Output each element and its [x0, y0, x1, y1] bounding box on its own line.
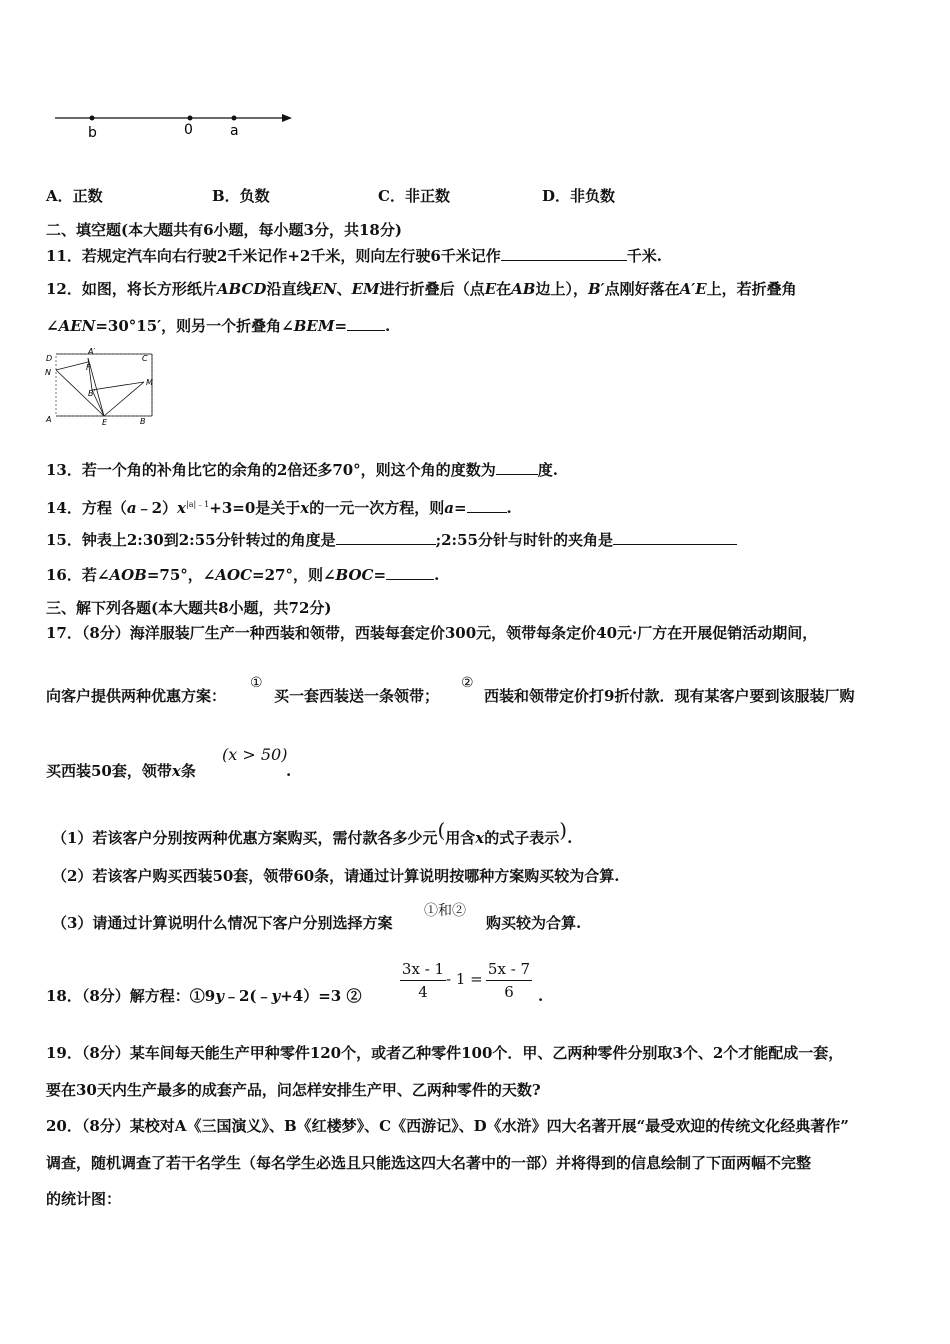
fig-label-m: M [146, 378, 153, 387]
q17-line3 [46, 761, 196, 781]
q12-var: ABCD [216, 280, 267, 298]
label-0: 0 [184, 122, 193, 138]
q18-frac1-bar [400, 980, 446, 981]
q13-text: 13．若一个角的补角比它的余角的2倍还多70°，则这个角的度数为 [46, 461, 496, 479]
q19-line2: 要在30天内生产最多的成套产品，问怎样安排生产甲、乙两种零件的天数? [46, 1081, 541, 1099]
q10-option-a: A．正数 [46, 187, 103, 205]
q12-text: 12．如图，将长方形纸片 [46, 280, 217, 298]
section-3-title: 三、解下列各题(本大题共8小题，共72分) [46, 599, 332, 617]
q15-text: 15．钟表上2:30到2:55分针转过的角度是 [46, 531, 336, 549]
q11 [46, 246, 662, 266]
q17-text: . [567, 829, 573, 847]
q14-text: . [506, 499, 512, 517]
q15 [46, 530, 737, 550]
q11-tail: 千米. [626, 247, 662, 265]
q13-blank[interactable] [496, 460, 538, 475]
fig-label-a: A [46, 415, 52, 424]
q12-text: . [385, 317, 391, 335]
q12-blank[interactable] [347, 316, 385, 331]
q18-mid: - 1 = [446, 970, 483, 988]
fig-label-e: E [102, 418, 108, 427]
q12-var: EM [351, 280, 380, 298]
q16-var: BOC [335, 566, 374, 584]
q14 [46, 495, 512, 518]
fig-label-c: C [142, 354, 148, 363]
point-0 [188, 116, 193, 121]
fig-border [56, 354, 152, 416]
q12-angle: ∠AEN [46, 317, 96, 335]
q12-text: 沿直线 [266, 280, 312, 298]
q14-var: a [444, 499, 454, 517]
q17-text: 用含 [445, 829, 476, 847]
point-b [90, 116, 95, 121]
q14-text: ﹣2） [136, 499, 178, 517]
q17-circle-1: ① [250, 675, 263, 691]
q17-text: 买西装50套，领带 [46, 762, 172, 780]
q12-var: AB [511, 280, 536, 298]
q12-line2 [46, 316, 390, 336]
q14-text: = [453, 499, 467, 517]
q10-option-c: C．非正数 [378, 187, 450, 205]
q18-end: . [538, 987, 544, 1005]
q14-exponent: |a|﹣1 [186, 500, 210, 509]
q17-part2: （2）若该客户购买西装50套，领带60条，请通过计算说明按哪种方案购买较为合算. [52, 867, 620, 885]
q12-text: 进行折叠后（点 [379, 280, 485, 298]
q18-frac2-bar [486, 980, 532, 981]
q15-blank-1[interactable] [336, 530, 436, 545]
fig-label-b: B [140, 417, 146, 426]
fig-label-f: F [86, 363, 91, 372]
q12-text: 上，若折叠角 [706, 280, 797, 298]
q18-frac2-den: 6 [504, 983, 514, 1001]
q12-text: 点刚好落在 [604, 280, 680, 298]
q16-text: 16．若∠ [46, 566, 110, 584]
q20-line2: 调查，随机调查了若干名学生（每名学生必选且只能选这四大名著中的一部）并将得到的信息绘制了下面两幅不完整 [46, 1154, 812, 1172]
q18-text: +4）=3 ② [280, 987, 362, 1005]
q18-frac2-num: 5x - 7 [487, 960, 531, 978]
q19-line1: 19．（8分）某车间每天能生产甲种零件120个，或者乙种零件100个．甲、乙两种零件分别取3个、2个才能配成一套， [46, 1044, 844, 1062]
point-a [232, 116, 237, 121]
q18 [46, 986, 361, 1006]
q14-text: 14．方程（ [46, 499, 127, 517]
q17-line2b: 买一套西装送一条领带； [274, 687, 440, 705]
q18-text: 18．（8分）解方程：①9 [46, 987, 216, 1005]
q16 [46, 565, 439, 585]
q20-line3: 的统计图： [46, 1190, 122, 1208]
q16-text: . [434, 566, 440, 584]
q14-blank[interactable] [467, 498, 507, 513]
q13-tail: 度. [537, 461, 558, 479]
q12-text: 边上）， [535, 280, 588, 298]
label-b: b [88, 125, 97, 141]
q12-text: 、 [336, 280, 352, 298]
q11-text: 11．若规定汽车向右行驶2千米记作+2千米，则向左行驶6千米记作 [46, 247, 501, 265]
q12-var: A′E [679, 280, 707, 298]
q18-frac1-num: 3x - 1 [401, 960, 445, 978]
q16-blank[interactable] [386, 565, 434, 580]
section-2-title: 二、填空题(本大题共有6小题，每小题3分，共18分) [46, 221, 402, 239]
q17-part3b: 购买较为合算. [486, 914, 582, 932]
q12-line1 [46, 279, 797, 299]
q18-frac1-den: 4 [418, 983, 428, 1001]
number-line-arrow [282, 114, 292, 122]
q17-var: x [475, 829, 485, 847]
fig-label-d: D [46, 354, 53, 363]
q10-options [46, 186, 103, 206]
q17-part3a: （3）请通过计算说明什么情况下客户分别选择方案 [52, 914, 393, 932]
q18-text: ﹣2(﹣ [223, 987, 272, 1005]
fig-label-b1: B′ [88, 389, 96, 398]
q17-circle-2: ② [461, 675, 474, 691]
q17-text: （1）若该客户分别按两种优惠方案购买，需付款各多少元 [52, 829, 438, 847]
q12-angle: ∠BEM [281, 317, 335, 335]
q17-paren: ) [559, 818, 568, 842]
q18-var: y [271, 987, 281, 1005]
q15-text: ;2:55分针与时针的夹角是 [435, 531, 613, 549]
label-a: a [230, 123, 239, 139]
q14-var: x [177, 499, 186, 517]
q14-var: a [126, 499, 137, 517]
q17-line2a: 向客户提供两种优惠方案： [46, 687, 227, 705]
q14-text: +3=0是关于 [209, 499, 301, 517]
fig-line [56, 362, 88, 370]
q16-var: AOB [109, 566, 147, 584]
q15-blank-2[interactable] [613, 530, 737, 545]
q11-blank[interactable] [501, 246, 627, 261]
q14-text: 的一元一次方程，则 [309, 499, 445, 517]
q14-var: x [300, 499, 310, 517]
q12-text: = [334, 317, 348, 335]
fig-line [56, 370, 104, 416]
q17-line1: 17．（8分）海洋服装厂生产一种西装和领带，西装每套定价300元，领带每条定价40元·厂方在开展促销活动期间， [46, 624, 818, 642]
q12-text: =30°15′，则另一个折叠角 [95, 317, 282, 335]
fig-label-n: N [45, 368, 51, 377]
q20-line1: 20．（8分）某校对A《三国演义》、B《红楼梦》、C《西游记》、D《水浒》四大名著开展“最受欢迎的传统文化经典著作” [46, 1117, 849, 1135]
q17-paren: ( [437, 818, 446, 842]
q17-part1 [52, 820, 572, 848]
q13 [46, 460, 558, 480]
q18-var: y [215, 987, 224, 1005]
q17-text: 条 [180, 762, 196, 780]
q12-text: 在 [496, 280, 512, 298]
q16-text: = [373, 566, 387, 584]
number-line-figure [50, 105, 300, 145]
q17-condition: (x > 50) [222, 745, 288, 764]
q12-figure [44, 348, 160, 430]
q10-option-d: D．非负数 [542, 187, 616, 205]
q17-text: 的式子表示 [484, 829, 560, 847]
q17-part3-circles: ①和② [424, 903, 466, 919]
q17-line2c: 西装和领带定价打9折付款．现有某客户要到该服装厂购 [484, 687, 855, 705]
fig-label-a1: A′ [88, 348, 96, 356]
q16-var: AOC [215, 566, 253, 584]
q17-var: x [171, 762, 181, 780]
q12-var: EN [311, 280, 337, 298]
q18-fraction-2 [486, 960, 532, 1001]
q17-period: . [286, 762, 292, 780]
q16-text: =27°，则∠ [252, 566, 336, 584]
q12-var: B′ [587, 280, 605, 298]
q12-var: E [484, 280, 497, 298]
q16-text: =75°，∠ [146, 566, 216, 584]
q18-fraction-1 [400, 960, 446, 1001]
q10-option-b: B．负数 [212, 187, 270, 205]
